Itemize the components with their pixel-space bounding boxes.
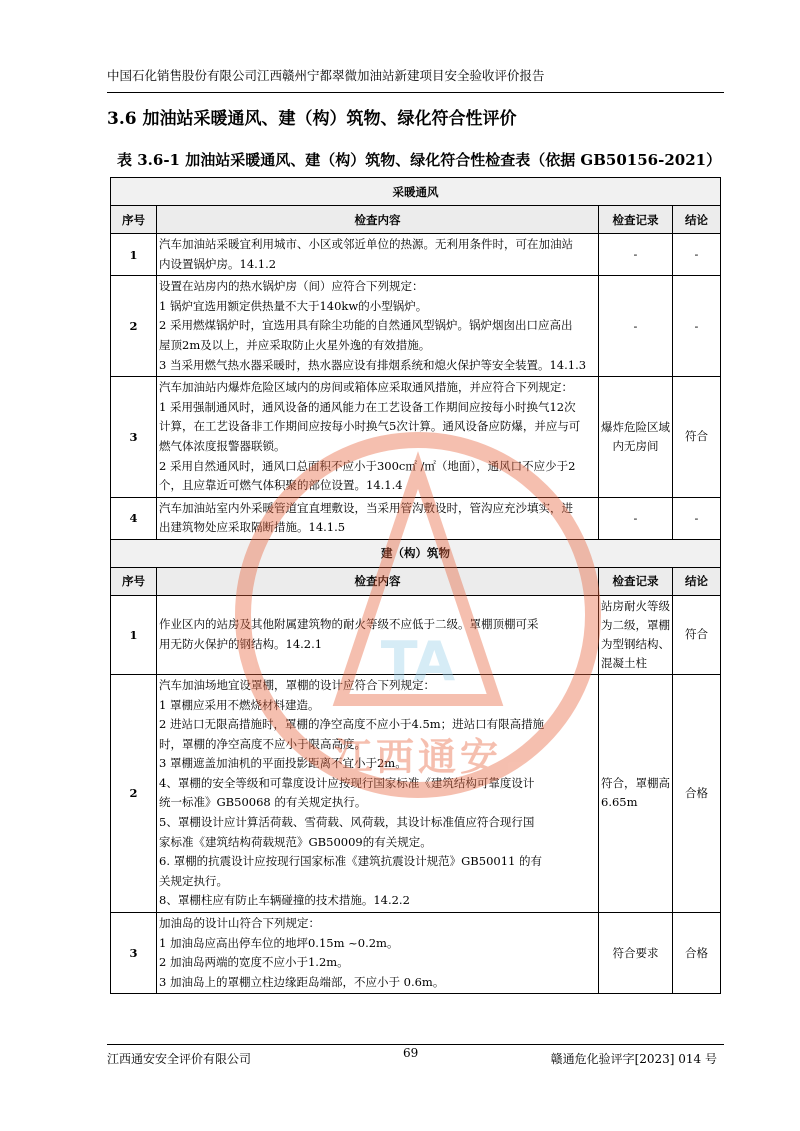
section-band-buildings: 建（构）筑物: [111, 539, 721, 567]
footer-company: 江西通安安全评价有限公司: [107, 1052, 252, 1066]
table-row: [111, 497, 721, 539]
check-result: -: [673, 497, 721, 539]
check-table: [110, 177, 721, 994]
content-line: 燃气体浓度报警器联锁。: [159, 438, 286, 453]
content-line: 出建筑物处应采取隔断措施。14.1.5: [159, 520, 346, 535]
content-line: 用无防火保护的钢结构。14.2.1: [159, 636, 323, 651]
row-number: 3: [111, 377, 157, 498]
content-line: 6. 罩棚的抗震设计应按现行国家标准《建筑抗震设计规范》GB50011 的有: [159, 854, 543, 869]
page-number: 69: [403, 1046, 419, 1060]
seal-logo-letters: TA: [380, 630, 456, 693]
table-row: [111, 674, 721, 912]
content-line: 1 罩棚应采用不燃烧材料建造。: [159, 697, 320, 712]
content-line: 1 采用强制通风时，通风设备的通风能力在工艺设备工作期间应按每小时换气12次: [159, 399, 576, 414]
column-header-result: 结论: [673, 567, 721, 595]
seal-text: 江西通安: [333, 735, 503, 779]
content-line: 家标准《建筑结构荷载规范》GB50009的有关规定。: [159, 834, 432, 849]
column-header-content: 检查内容: [157, 567, 599, 595]
check-result: 合格: [673, 913, 721, 994]
check-record: -: [599, 497, 673, 539]
content-line: 汽车加油站室内外采暖管道宜直埋敷设，当采用管沟敷设时，管沟应充沙填实，进: [159, 500, 573, 515]
content-line: 加油岛的设计山符合下列规定：: [159, 916, 320, 931]
check-content: [157, 674, 599, 912]
table-row: [111, 913, 721, 994]
section-title: 3.6 加油站采暖通风、建（构）筑物、绿化符合性评价: [107, 109, 517, 129]
table-row: [111, 234, 721, 276]
content-line: 3 加油岛上的罩棚立柱边缘距岛端部，不应小于 0.6m。: [159, 974, 445, 989]
check-content: [157, 276, 599, 377]
content-line: 汽车加油站内爆炸危险区域内的房间或箱体应采取通风措施，并应符合下列规定：: [159, 380, 573, 395]
content-line: 计算，在工艺设备非工作期间应按每小时换气5次计算。通风设备应防爆，并应与可: [159, 419, 581, 434]
section-band-heating: 采暖通风: [111, 178, 721, 206]
check-result: 合格: [673, 674, 721, 912]
content-line: 1 锅炉宜选用额定供热量不大于140kw的小型锅炉。: [159, 298, 428, 313]
row-number: 1: [111, 595, 157, 674]
check-record: 站房耐火等级为二级，罩棚为型钢结构、混凝土柱: [599, 595, 673, 674]
column-header-no: 序号: [111, 567, 157, 595]
row-number: 2: [111, 674, 157, 912]
check-record: 符合，罩棚高6.65m: [599, 674, 673, 912]
header-rule: [107, 92, 724, 93]
check-result: 符合: [673, 377, 721, 498]
column-header-no: 序号: [111, 206, 157, 234]
footer-report-number: 赣通危化验评字[2023] 014 号: [550, 1052, 717, 1066]
check-content: [157, 913, 599, 994]
running-header: 中国石化销售股份有限公司江西赣州宁都翠微加油站新建项目安全验收评价报告: [107, 68, 545, 83]
column-header-result: 结论: [673, 206, 721, 234]
column-header-content: 检查内容: [157, 206, 599, 234]
content-line: 2 加油岛两端的宽度不应小于1.2m。: [159, 955, 349, 970]
check-record: -: [599, 276, 673, 377]
check-result: -: [673, 276, 721, 377]
content-line: 8、罩棚柱应有防止车辆碰撞的技术措施。14.2.2: [159, 893, 410, 908]
table-row: [111, 377, 721, 498]
check-record: 爆炸危险区域内无房间: [599, 377, 673, 498]
content-line: 汽车加油场地宜设罩棚，罩棚的设计应符合下列规定：: [159, 677, 435, 692]
row-number: 3: [111, 913, 157, 994]
check-result: 符合: [673, 595, 721, 674]
content-line: 屋顶2m及以上，并应采取防止火星外逸的有效措施。: [159, 337, 431, 352]
content-line: 关规定执行。: [159, 873, 228, 888]
check-content: [157, 377, 599, 498]
content-line: 2 采用自然通风时，通风口总面积不应小于300c㎡ /㎡（地面），通风口不应少于2: [159, 458, 576, 473]
check-result: -: [673, 234, 721, 276]
content-line: 时，罩棚的净空高度不应小于限高高度。: [159, 736, 366, 751]
content-line: 4、罩棚的安全等级和可靠度设计应按现行国家标准《建筑结构可靠度设计: [159, 775, 535, 790]
content-line: 汽车加油站采暖宜利用城市、小区或邻近单位的热源。无利用条件时，可在加油站: [159, 237, 573, 251]
check-record: -: [599, 234, 673, 276]
table-row: [111, 276, 721, 377]
content-line: 作业区内的站房及其他附属建筑物的耐火等级不应低于二级。罩棚顶棚可采: [159, 617, 539, 632]
content-line: 内设置锅炉房。14.1.2: [159, 256, 277, 271]
content-line: 1 加油岛应高出停车位的地坪0.15m ~0.2m。: [159, 935, 399, 950]
content-line: 2 采用燃煤锅炉时，宜选用具有除尘功能的自然通风型锅炉。锅炉烟囱出口应高出: [159, 318, 573, 333]
check-content: [157, 595, 599, 674]
row-number: 1: [111, 234, 157, 276]
footer-rule: [107, 1044, 724, 1045]
row-number: 2: [111, 276, 157, 377]
table-row: [111, 595, 721, 674]
column-header-record: 检查记录: [599, 206, 673, 234]
content-line: 2 进站口无限高措施时，罩棚的净空高度不应小于4.5m；进站口有限高措施: [159, 717, 545, 732]
row-number: 4: [111, 497, 157, 539]
check-record: 符合要求: [599, 913, 673, 994]
content-line: 5、罩棚设计应计算活荷载、雪荷载、风荷载，其设计标准值应符合现行国: [159, 815, 535, 830]
check-content: [157, 234, 599, 276]
content-line: 统一标准》GB50068 的有关规定执行。: [159, 795, 367, 810]
column-header-record: 检查记录: [599, 567, 673, 595]
content-line: 3 当采用燃气热水器采暖时，热水器应设有排烟系统和熄火保护等安全装置。14.1.3: [159, 357, 587, 372]
content-line: 设置在站房内的热水锅炉房（间）应符合下列规定：: [159, 279, 424, 294]
check-content: [157, 497, 599, 539]
content-line: 3 罩棚遮盖加油机的平面投影距离不宜小于2m。: [159, 756, 407, 771]
table-title: 表 3.6-1 加油站采暖通风、建（构）筑物、绿化符合性检查表（依据 GB50156-2021）: [117, 151, 722, 169]
content-line: 个，且应靠近可燃气体积聚的部位设置。14.1.4: [159, 478, 403, 493]
